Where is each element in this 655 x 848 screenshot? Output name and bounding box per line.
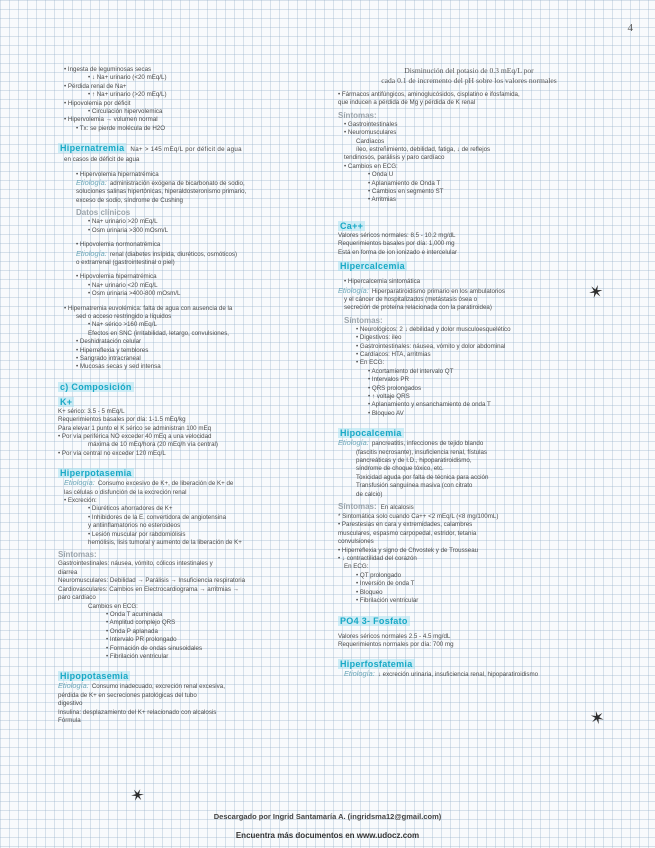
note-line: • Neuromusculares	[344, 129, 397, 137]
note-line: • Hipercalcemia sintomática	[344, 278, 421, 286]
note-line: • Hipovolemia normonatrémica	[76, 241, 161, 249]
note-line: • Na+ urinario >20 mEq/L	[88, 218, 158, 226]
section-heading	[58, 396, 330, 408]
etiology-label: Etiología:	[338, 439, 369, 448]
etiology-line	[338, 439, 600, 448]
printed-note: cada 0.1 de incremento del pH sobre los valores normales	[381, 75, 557, 85]
note-line: • Aplanamiento de Onda T	[368, 179, 441, 187]
subheading	[58, 549, 330, 560]
spacer	[58, 133, 330, 139]
note-line: Insulina: desplazamiento del K+ relacionado con alcalosis	[58, 708, 217, 716]
note-line: • Circulación hipervolemica	[88, 108, 163, 116]
subheading-note: En alcalosis	[380, 504, 414, 512]
note-line: • Pérdida renal de Na+	[64, 82, 127, 90]
note-line: * Sintomática solo cuando Ca++ <2 mEq/L (<8 mg/100mL)	[338, 513, 499, 521]
note-line: • Ingesta de leguminosas secas	[64, 66, 152, 73]
etiology-text: ↓ excreción urinaria, insuficiencia renal, hipoparatiroidismo	[377, 671, 539, 679]
note-line: • Osm urinaria >400-800 mOsm/L	[88, 290, 181, 298]
note-line: Gastrointestinales: náusea, vómito, cólicos intestinales y	[58, 560, 213, 568]
note-line: las células o disfunción de la excreción renal	[64, 488, 187, 496]
subheading	[338, 110, 600, 121]
subheading	[58, 207, 330, 218]
etiology-text: pancreatitis, infecciones de tejido blando	[371, 440, 484, 448]
note-line: • Intervalo PR prolongado	[106, 636, 177, 644]
note-line: • Por vía periférica NO exceder 40 mEq a una velocidad	[58, 433, 212, 440]
note-line: • QT prolongado	[356, 571, 402, 579]
note-line: musculares, espasmo carpopedal, estridor, tetania	[338, 529, 477, 537]
note-line: paro cardíaco	[58, 594, 96, 602]
note-line: • ↑ voltaje QRS	[368, 392, 410, 400]
note-line: que inducen a pérdida de Mg y pérdida de K renal	[338, 99, 476, 107]
note-line: Requerimientos normales por día: 700 mg	[338, 640, 454, 648]
heading-text: Hipopotasemia	[60, 671, 129, 682]
note-line: • Lesión muscular por rabdomiólisis	[88, 530, 186, 538]
etiology-text: administración exógena de bicarbonato de sodio,	[109, 180, 245, 188]
note-line: • Cambios en segmento ST	[368, 188, 444, 196]
note-line: • Digestivos: ileo	[356, 334, 402, 342]
note-line: • Por vía central no exceder 120 mEq/L	[58, 449, 166, 457]
note-line: Valores séricos normales 2.5 - 4.5 mg/dL	[338, 632, 451, 640]
note-line: • Excreción:	[64, 497, 97, 505]
note-line: Requerimientos basales por día: 1,000 mg	[338, 240, 455, 248]
etiology-text: Consumo inadecuado, excreción renal excesiva,	[91, 683, 225, 691]
note-line: en casos de déficit de agua	[64, 156, 140, 164]
section-heading	[338, 427, 600, 439]
note-line: • Hipernatremia euvolémica: falta de agua con ausencia de la	[64, 304, 233, 312]
note-line: máxima de 10 mEq/hora (20 mEq/h vía central)	[88, 441, 218, 449]
note-line: • Na+ sérico >160 mEq/L	[88, 321, 157, 329]
note-line: Efectos en SNC (irritabilidad, letargo, convulsiones,	[88, 329, 230, 337]
note-line: • Onda U	[368, 171, 394, 179]
note-line: • Arritmias	[368, 196, 396, 204]
right-column-notes	[338, 66, 600, 680]
section-heading	[338, 658, 600, 670]
site-promo-link[interactable]: Encuentra más documentos en www.udocz.com	[235, 831, 420, 840]
heading-text: Hipernatremia	[60, 143, 125, 154]
note-line: • Onda P aplanada	[106, 627, 158, 635]
note-line: de calcio)	[356, 490, 383, 498]
note-line: • Fibrilación ventricular	[106, 652, 169, 660]
etiology-line	[58, 179, 330, 188]
note-line: Cardiovasculares: Cambios en Electrocardiograma → arritmias →	[58, 585, 239, 593]
printed-note: Disminución del potasio de 0.3 mEq/L por	[404, 66, 534, 75]
note-line: • Mucosas secas y sed intensa	[76, 363, 161, 371]
note-line: K+ sérico: 3.5 - 5 mEq/L	[58, 407, 125, 415]
etiology-label: Etiología:	[76, 179, 107, 188]
note-line: • Hipervolemia → volumen normal	[64, 116, 158, 124]
note-line: Neuromusculares: Debilidad → Parálisis → Insuficiencia respiratoria	[58, 577, 246, 585]
note-line: • Osm urinaria >300 mOsm/L	[88, 226, 169, 234]
note-line: • Cardíacos: HTA, arritmias	[356, 350, 431, 358]
heading-note: Na+ > 145 mEq/L por déficit de agua	[130, 146, 242, 154]
heading-text: Hiperpotasemia	[60, 468, 132, 479]
note-line: • Gastrointestinales: náusea, vómito y dolor abdominal	[356, 342, 506, 350]
note-line: • ↓ Na+ urinario (<20 mEq/L)	[88, 74, 167, 82]
note-line: diarrea	[58, 568, 78, 576]
note-line: Requerimientos basales por día: 1-1.5 mEq/kg	[58, 416, 186, 424]
note-line: En ECG:	[344, 563, 369, 571]
note-line: • Bloqueo	[356, 588, 383, 596]
note-line: exceso de sodio, síndrome de Cushing	[76, 196, 183, 204]
note-line: • Aplanamiento y ensanchamiento de onda T	[368, 401, 491, 409]
spacer	[58, 458, 330, 464]
note-line: Fórmula	[58, 716, 81, 724]
note-line: Transfusión sanguínea masiva (con citrato	[356, 482, 473, 490]
download-credit: Descargado por Ingrid Santamaría A. (ingridsma12@gmail.com)	[213, 812, 442, 821]
note-line: secreción de proteína relacionada con la paratiroidea)	[344, 304, 492, 312]
note-line: pancreáticas y de I.D., hipoparatiroidismo,	[356, 457, 472, 464]
note-line: digestivo	[58, 700, 83, 708]
subheading-text: Síntomas:	[58, 550, 97, 560]
note-line: • ↓ contractilidad del corazón	[338, 555, 417, 563]
note-line: Cambios en ECG:	[88, 602, 138, 610]
note-line: íleo, estreñimiento, debilidad, fatiga, ↓ de reflejos	[356, 146, 491, 154]
note-line: • Fármacos antifúngicos, aminoglucósidos, cisplatino e ifosfamida,	[338, 91, 520, 98]
heading-text: K+	[60, 396, 73, 407]
note-line: tendinosos, parálisis y paro cardíaco	[344, 154, 445, 162]
left-column-notes	[58, 66, 330, 725]
note-line: • Deshidratación celular	[76, 338, 142, 346]
note-line: Para elevar 1 punto el K sérico se administran 100 mEq	[58, 424, 212, 432]
note-line: • Formación de ondas sinusoidales	[106, 644, 203, 652]
section-heading	[338, 615, 600, 627]
heading-text: Hiperfosfatemia	[340, 659, 413, 670]
note-line: • Gastrointestinales	[344, 120, 398, 128]
note-line: • QRS prolongados	[368, 384, 422, 392]
note-line: síndrome de choque tóxico, etc.	[356, 465, 444, 473]
note-line: • Inhibidores de la E. convertidora de angiotensina	[88, 513, 227, 521]
note-line: • Inversión de onda T	[356, 580, 415, 588]
subheading-text: Datos clínicos	[76, 208, 131, 218]
section-heading	[58, 467, 330, 479]
note-line: Toxicidad aguda por falta de técnica para acción	[356, 473, 489, 481]
subheading	[338, 501, 600, 513]
note-line: • Acortamiento del intervalo QT	[368, 367, 454, 375]
note-line: (fascitis necrosante), insuficiencia renal, fístulas	[356, 448, 488, 456]
note-line: sed o acceso restringido a líquidos	[76, 312, 172, 320]
etiology-line	[58, 479, 330, 488]
spacer	[338, 649, 600, 655]
note-line: • Diuréticos ahorradores de K+	[88, 505, 173, 513]
etiology-line	[338, 287, 600, 296]
section-heading	[58, 142, 330, 156]
spacer	[338, 211, 600, 217]
note-line: • Amplitud complejo QRS	[106, 619, 176, 627]
note-line: • Cambios en ECG:	[344, 162, 398, 170]
heading-text: Hipocalcemia	[340, 428, 402, 439]
note-line: pérdida de K+ en secreciones patológicas del tubo	[58, 691, 197, 699]
subheading-text: Síntomas:	[344, 315, 383, 325]
heading-text: PO4 3- Fosfato	[340, 615, 408, 626]
section-heading	[338, 220, 600, 232]
note-line: • Intervalos PR	[368, 376, 410, 384]
section-heading	[58, 381, 330, 393]
etiology-label: Etiología:	[64, 479, 95, 488]
note-line: Está en forma de ion ionizado e intercelular	[338, 248, 458, 256]
heading-text: c) Composición	[60, 381, 132, 392]
note-line: • ↑ Na+ urinario (>20 mEq/L)	[88, 91, 167, 99]
note-line: o extrarrenal (gastrointestinal o piel)	[76, 258, 175, 266]
note-line: • Sangrado intracraneal	[76, 354, 141, 362]
etiology-label: Etiología:	[58, 682, 89, 691]
etiology-text: renal (diabetes insípida, diuréticos, osmóticos)	[109, 250, 238, 258]
heading-text: Ca++	[340, 220, 364, 231]
section-heading	[58, 670, 330, 682]
subheading-text: Síntomas:	[338, 502, 377, 512]
note-line: y el cáncer de hospitalizados (metástasis ósea o	[344, 295, 478, 303]
note-line: convulsiones	[338, 538, 374, 546]
etiology-line	[58, 250, 330, 259]
note-line: • Na+ urinario <20 mEq/L	[88, 281, 158, 289]
etiology-label: Etiología:	[344, 670, 375, 679]
etiology-label: Etiología:	[338, 286, 369, 295]
spacer	[58, 661, 330, 667]
subheading-text: Síntomas:	[338, 110, 377, 120]
etiology-line	[338, 670, 600, 679]
note-line: • Onda T acuminada	[106, 610, 163, 618]
etiology-text: Consumo excesivo de K+, de liberación de K+ de	[97, 480, 234, 488]
etiology-line	[58, 682, 330, 691]
subheading	[338, 315, 600, 326]
spacer	[338, 606, 600, 612]
spacer	[58, 372, 330, 378]
note-line: • Hipervolemia hipernatrémica	[76, 170, 159, 178]
note-line: Valores séricos normales: 8.5 - 10.2 mg/dL	[338, 231, 456, 239]
page-number: 4	[627, 22, 633, 34]
note-line: • Hipovolemia hipernatrémica	[76, 273, 157, 281]
etiology-text: Hiperparatiroidismo primario en los ambulatorios	[371, 287, 505, 295]
star-doodle-icon: ✶	[587, 706, 607, 730]
section-heading	[338, 260, 600, 272]
note-line: • Hiperreflexia y signo de Chvostek y de Trousseau	[338, 546, 479, 554]
note-line: • Fibrilación ventricular	[356, 597, 419, 605]
etiology-label: Etiología:	[76, 249, 107, 258]
note-line: Cardíacos	[356, 137, 385, 145]
note-line: hemólisis, lisis tumoral y aumento de la liberación de K+	[88, 539, 242, 547]
note-line: • Hiperreflexia y temblores	[76, 346, 149, 354]
note-line: • En ECG:	[356, 359, 385, 367]
note-line: • Neurológicos: 2 ↓ debilidad y dolor musculoesquelético	[356, 325, 511, 333]
note-line: • Parestesias en cara y extremidades, calambres	[338, 521, 473, 529]
note-line: soluciones salinas hipertónicas, hiperaldosteronismo primario,	[76, 188, 247, 196]
note-line: y antiinflamatorios no esteroideos	[88, 522, 181, 530]
note-line: • Tx: se pierde molécula de H2O	[76, 124, 166, 132]
star-doodle-icon: ✶	[126, 783, 148, 808]
spacer	[338, 418, 600, 424]
heading-text: Hipercalcemia	[340, 261, 405, 272]
star-doodle-icon: ✶	[585, 280, 606, 304]
note-line: • Bloqueo AV	[368, 409, 404, 417]
note-line: • Hipovolemia por déficit	[64, 99, 131, 107]
